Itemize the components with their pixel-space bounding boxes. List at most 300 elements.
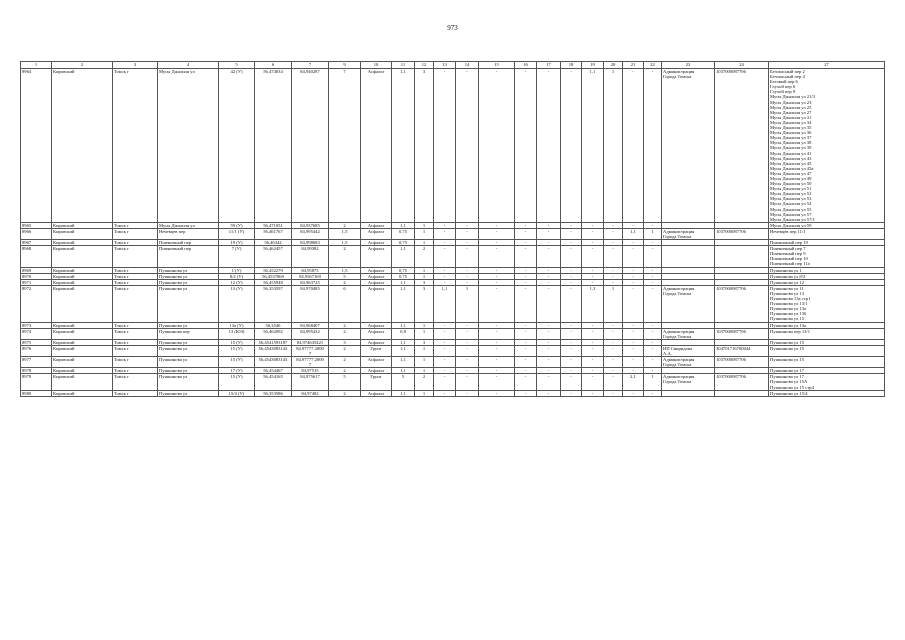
table-cell: - [604,339,623,345]
table-cell: 304701716700044 [715,345,769,356]
table-cell: - [561,279,582,285]
table-cell: - [644,222,662,228]
cell-line: Пушкинова ул 13 [770,290,805,296]
cell-line: ИП Свиридова [663,345,693,351]
table-cell: - [604,374,623,390]
cell-line: Пушкинова 13а стр1 [770,296,811,302]
table-cell: 2 [415,374,434,390]
table-cell: 8965 [21,222,52,228]
table-cell: 1,1 [392,322,415,328]
table-cell: 8974 [21,328,52,339]
table-cell: 1,1 [623,228,644,239]
table-cell: 6 [329,285,361,322]
table-cell: - [479,240,515,246]
table-cell: - [604,322,623,328]
table-cell: Кировский [52,273,113,279]
cell-line: Пушкинова ул 8/2 [770,273,806,279]
table-cell: - [434,322,456,328]
table-cell: Кировский [52,285,113,322]
table-cell: - [479,69,515,223]
table-cell: Асфальт [361,69,392,223]
table-cell [769,345,885,356]
table-cell: - [434,240,456,246]
table-cell: 1037000087706 [715,285,769,322]
table-cell: - [582,357,604,368]
table-cell: - [623,267,644,273]
cell-line: Мусы Джалиля ул 52 [770,191,812,197]
table-cell: - [561,246,582,267]
table-cell: - [561,328,582,339]
table-cell: 2,1 [623,374,644,390]
table-cell: Пушкинова ул [158,339,219,345]
table-cell: - [623,246,644,267]
table-cell: Кировский [52,390,113,396]
table-cell: - [515,267,537,273]
table-cell: Нечевцев пер [158,228,219,239]
table-cell: 1,5 [329,267,361,273]
cell-line: Мусы Джалиля ул 43 [770,155,812,161]
table-cell: 56,461767 [255,228,292,239]
column-header: 3 [113,62,158,69]
table-cell: - [434,390,456,396]
cell-line: Пушкинова ул 1 [770,267,802,273]
table-cell: - [479,228,515,239]
table-cell: 84,940287 [292,69,329,223]
table-cell: - [623,322,644,328]
table-cell: - [582,390,604,396]
table-cell: 84,9567169 [292,273,329,279]
cell-line: Мусы Джалиля ул 25 [770,104,812,110]
table-cell: 8978 [21,368,52,374]
cell-line: Города Томска [663,379,692,385]
table-cell: 1,3 [582,285,604,322]
table-cell: - [604,328,623,339]
table-row [21,345,885,356]
table-row [21,69,885,223]
table-cell: Асфальт [361,279,392,285]
table-cell: - [537,246,561,267]
table-cell: - [623,222,644,228]
table-cell: 1,1 [392,345,415,356]
column-header: 20 [604,62,623,69]
table-cell [715,390,769,396]
cell-line: 84,97777.2000 [296,345,324,351]
table-cell: 3 [329,339,361,345]
table-cell: Томск г [113,285,158,322]
table-cell: - [515,69,537,223]
cell-line: Мусы Джалиля ул 31 [770,114,812,120]
table-cell: - [561,267,582,273]
table-cell: 3 [415,285,434,322]
page-number: 973 [447,24,458,32]
table-cell: - [479,374,515,390]
table-cell: 8975 [21,339,52,345]
table-cell: 56,454467 [255,368,292,374]
table-cell [662,285,715,322]
table-cell: 8977 [21,357,52,368]
table-cell: - [582,279,604,285]
table-cell: Кировский [52,328,113,339]
table-cell: - [515,357,537,368]
table-cell: 8967 [21,240,52,246]
cell-line: Пушкинова ул 15 [770,357,805,363]
table-cell: Асфальт [361,357,392,368]
table-cell: - [561,322,582,328]
column-header: 2 [52,62,113,69]
table-cell: - [434,374,456,390]
column-header: 5 [219,62,255,69]
table-cell: 8976 [21,345,52,356]
table-cell: - [456,368,479,374]
cell-line: Мусы Джалиля ул 47 [770,170,812,176]
table-cell: - [479,328,515,339]
table-cell: - [561,240,582,246]
cell-line: Пшеничный пер 9 [770,251,806,257]
cell-line: Администрация [663,357,695,363]
cell-line: Нечевцев пер 11/1 [770,228,806,234]
table-cell: 1 [415,328,434,339]
table-cell: - [479,368,515,374]
table-cell: - [537,279,561,285]
table-body [21,69,885,397]
cell-line: Глухой пер 9 [770,89,796,95]
table-row [21,374,885,390]
table-cell: Асфальт [361,285,392,322]
table-cell: 13 (У) [219,285,255,322]
column-header: 17 [537,62,561,69]
table-cell: 56,4541593187 [255,339,292,345]
cell-line: Города Томска [663,290,692,296]
cell-line: Пушкинова ул 12 [770,279,805,285]
table-cell: Пушкинова ул [158,285,219,322]
table-cell: 59 (У) [219,222,255,228]
table-cell [715,246,769,267]
table-cell: Асфальт [361,222,392,228]
table-cell: - [515,374,537,390]
table-cell: 2 [329,222,361,228]
table-cell: 3 [415,339,434,345]
table-cell: - [644,246,662,267]
table-cell: - [623,357,644,368]
table-cell: Грунт [361,345,392,356]
table-cell: 1,5 [329,240,361,246]
table-cell: 1037000087706 [715,328,769,339]
table-cell: 0,75 [392,228,415,239]
table-cell: 12 (У) [219,279,255,285]
table-cell: 1 [456,285,479,322]
table-cell: - [644,267,662,273]
table-cell: - [582,246,604,267]
table-cell [662,345,715,356]
table-cell: - [604,345,623,356]
table-cell: - [582,339,604,345]
table-cell: - [644,345,662,356]
table-cell: - [456,228,479,239]
cell-line: Беговый пер 6 [770,79,798,85]
table-cell: Томск г [113,357,158,368]
table-cell: 8966 [21,228,52,239]
table-cell: - [456,279,479,285]
table-cell: 3 [415,279,434,285]
table-cell: 2 [415,246,434,267]
table-cell: 56,3546 [255,322,292,328]
table-cell: Пушкинова ул [158,357,219,368]
table-cell: 2 [329,357,361,368]
table-cell [662,228,715,239]
column-header: 16 [515,62,537,69]
table-cell: - [537,390,561,396]
table-cell: - [515,222,537,228]
table-cell [769,374,885,390]
table-cell: Пушкинова ул [158,267,219,273]
table-cell: 8971 [21,279,52,285]
table-cell: 7 [329,69,361,223]
table-cell: 1 [644,374,662,390]
column-header: 15 [479,62,515,69]
column-header: 23 [662,62,715,69]
table-cell: - [456,246,479,267]
table-cell: - [434,345,456,356]
table-cell: - [479,222,515,228]
cell-line: Пушкинова пер 13/1 [770,328,811,334]
table-cell: Пушкинова ул [158,374,219,390]
cell-line: Мусы Джалиля ул 34 [770,119,812,125]
table-cell: - [623,285,644,322]
table-cell: - [561,222,582,228]
table-cell: - [644,357,662,368]
table-cell: Кировский [52,267,113,273]
table-cell: - [561,285,582,322]
table-cell: Томск г [113,328,158,339]
table-cell: 2 [329,322,361,328]
cell-line: Мусы Джалиля ул 45 [770,160,812,166]
table-row [21,228,885,239]
table-cell: 1 [415,345,434,356]
table-cell [769,69,885,223]
cell-line: Города Томска [663,333,692,339]
table-cell: - [456,339,479,345]
table-cell: 2 [329,368,361,374]
table-cell [769,390,885,396]
table-cell: - [623,368,644,374]
cell-line: Пушкинова ул 15 стр4 [770,384,814,390]
cell-line: Города Томска [663,362,692,368]
table-cell: 1,1 [392,222,415,228]
table-cell: - [623,69,644,223]
table-cell: 84,968407 [292,322,329,328]
table-cell: - [561,368,582,374]
table-cell: - [561,390,582,396]
table-cell: - [582,368,604,374]
table-cell: 56,4543083143 [255,345,292,356]
table-cell: 1,1 [392,69,415,223]
table-cell: 1 [604,69,623,223]
table-cell: 84,974635421 [292,339,329,345]
table-row [21,357,885,368]
table-cell: Томск г [113,279,158,285]
table-cell: - [434,279,456,285]
table-cell: 84,995432 [292,328,329,339]
table-cell: Томск г [113,228,158,239]
table-cell: 84,95875 [292,267,329,273]
table-cell: - [456,69,479,223]
cell-line: Мусы Джалиля ул 36 [770,130,812,136]
table-cell [769,285,885,322]
cell-line: Города Томска [663,234,692,239]
table-cell: - [537,357,561,368]
table-cell: - [537,69,561,223]
table-cell: Кировский [52,279,113,285]
table-cell: - [456,222,479,228]
table-cell: Пушкинова ул [158,322,219,328]
cell-line: Пшеничный пер 7 [770,246,806,252]
table-cell: 8969 [21,267,52,273]
column-header: 10 [361,62,392,69]
table-cell: - [537,240,561,246]
table-cell: 8972 [21,285,52,322]
table-cell: 15/4 (У) [219,390,255,396]
cell-line: Пшеничный пер 11а [770,261,810,267]
table-cell: Кировский [52,322,113,328]
table-cell: - [434,339,456,345]
table-cell: - [582,328,604,339]
table-cell: Кировский [52,345,113,356]
table-cell: 56,462457 [255,246,292,267]
table-cell: - [644,328,662,339]
table-cell: 56,46342 [255,240,292,246]
table-cell: - [479,279,515,285]
table-cell: - [537,222,561,228]
table-cell: - [623,339,644,345]
cell-line: Мусы Джалиля ул 51 [770,186,812,192]
table-cell: - [561,345,582,356]
table-cell: 1 [415,368,434,374]
table-cell: - [582,273,604,279]
table-cell: Кировский [52,246,113,267]
table-cell: Томск г [113,273,158,279]
table-cell: Пушкинова ул [158,273,219,279]
table-cell: - [515,345,537,356]
table-cell: 5 [329,374,361,390]
cell-line: Мусы Джалиля ул 55 [770,206,812,212]
table-cell: 5 [392,374,415,390]
table-cell: - [537,267,561,273]
table-cell [769,357,885,368]
table-cell: 1,1 [392,279,415,285]
cell-line: Пушкинова ул 11 [770,285,804,291]
table-cell: 1 [604,285,623,322]
column-header: 13 [434,62,456,69]
table-cell: - [537,228,561,239]
table-cell: - [604,390,623,396]
cell-line: Администрация [663,69,695,74]
table-cell: Пушкинова ул [158,279,219,285]
table-cell: - [537,328,561,339]
table-cell: - [604,267,623,273]
table-cell: - [515,328,537,339]
table-cell: 42 (У) [219,69,255,223]
table-cell: 1 [415,240,434,246]
table-cell: - [479,390,515,396]
table-cell: 8968 [21,246,52,267]
cell-line: Города Томска [663,74,692,80]
table-cell: Кировский [52,228,113,239]
cell-line: Пушкинова ул 17 [770,368,805,374]
table-cell: - [582,374,604,390]
cell-line: А.А. [663,350,672,356]
table-cell: - [623,273,644,279]
table-cell: - [434,267,456,273]
table-cell: - [604,279,623,285]
table-cell: 1,1 [392,390,415,396]
table-cell: 84,937685 [292,222,329,228]
table-cell: 56,4537869 [255,273,292,279]
table-cell: - [623,390,644,396]
cell-line: 84,97777.2000 [296,357,324,363]
cell-line: Администрация [663,285,695,291]
table-cell: - [582,228,604,239]
table-cell: - [434,368,456,374]
table-cell: - [479,246,515,267]
cell-line: Мусы Джалиля ул 49 [770,175,812,181]
cell-line: Пушкинова ул 15/4 [770,390,808,396]
cell-line: Пшеничный пер 10 [770,256,808,262]
column-header: 27 [769,62,885,69]
table-cell [662,357,715,368]
table-cell: Асфальт [361,368,392,374]
cell-line: Глухой пер 6 [770,84,796,90]
cell-line: Пушкинова ул 15А [770,379,808,385]
table-cell: - [561,273,582,279]
table-cell: Томск г [113,339,158,345]
column-header: 21 [623,62,644,69]
table-cell: 1 [415,390,434,396]
table-cell: - [456,322,479,328]
table-cell: - [604,240,623,246]
table-cell [662,246,715,267]
table-cell: 56,452279 [255,267,292,273]
table-cell: Томск г [113,240,158,246]
table-cell: 13а (У) [219,322,255,328]
table-cell: Пшеничный пер [158,240,219,246]
table-cell: - [515,228,537,239]
table-cell: - [434,222,456,228]
cell-line: Мусы Джалиля ул 45а [770,165,814,171]
column-header: 19 [582,62,604,69]
table-cell: 1 [415,273,434,279]
table-cell: - [515,240,537,246]
table-cell: - [623,279,644,285]
table-cell: - [582,322,604,328]
column-header: 11 [392,62,415,69]
table-cell [769,246,885,267]
table-cell: 13 (ЮЗ) [219,328,255,339]
table-cell: - [561,339,582,345]
table-cell: 84,995442 [292,228,329,239]
table-cell: Асфальт [361,240,392,246]
table-cell: - [604,222,623,228]
table-cell: - [515,322,537,328]
table-cell: 15 (У) [219,339,255,345]
cell-line: Мусы Джалиля ул 39 [770,145,812,151]
cell-line: Пушкинова ул 17 [770,374,805,380]
table-cell: Томск г [113,222,158,228]
table-cell: 84,97482 [292,390,329,396]
table-cell: 1,1 [434,285,456,322]
table-cell: 17 (У) [219,368,255,374]
table-cell: Томск г [113,69,158,223]
table-cell: 0,75 [392,273,415,279]
